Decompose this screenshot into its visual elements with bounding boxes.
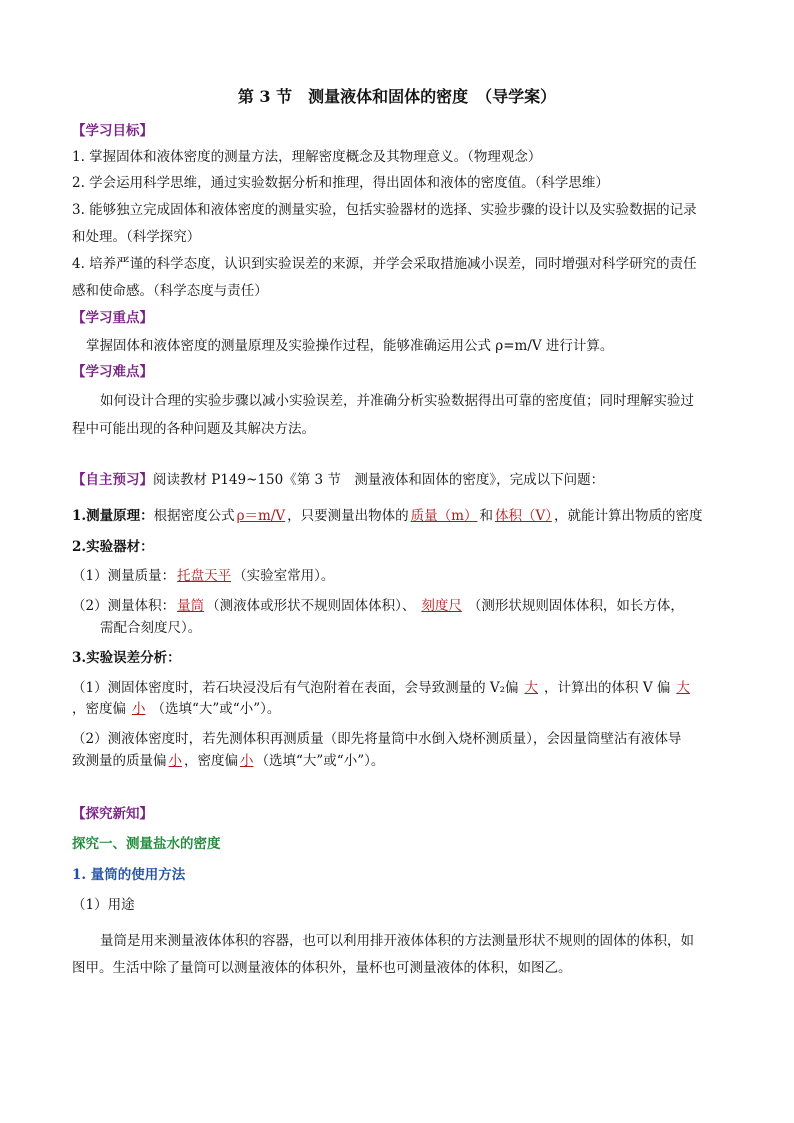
answer-ruler: 刻度尺 [421, 598, 462, 614]
difficulty-line-2: 程中可能出现的各种问题及其解决方法。 [72, 421, 315, 437]
error-1-text-2: ，计算出的体积 V 偏 [544, 680, 671, 696]
principle-label: 1.测量原理： [72, 508, 154, 524]
error-2-text-2: 致测量的质量偏 [72, 753, 167, 769]
answer-balance: 托盘天平 [177, 568, 232, 584]
goal-item-4-cont: 感和使命感。（科学态度与责任） [72, 283, 268, 299]
error-1-text-3: ，密度偏 [72, 701, 126, 717]
explore-paragraph-2: 图甲。生活中除了量筒可以测量液体的体积外，量杯也可测量液体的体积，如图乙。 [72, 960, 572, 976]
goal-item-3-cont: 和处理。（科学探究） [72, 229, 201, 245]
equipment-vol-text-2: （测液体或形状不规则固体体积）、 [206, 598, 416, 614]
answer-volume: 体积（V） [494, 508, 552, 524]
goal-item-3: 3. 能够独立完成固体和液体密度的测量实验，包括实验器材的选择、实验步骤的设计以及实验数据的记录 [72, 202, 697, 218]
error-1-cont [72, 699, 732, 719]
principle-text-4: ，就能计算出物质的密度 [553, 508, 703, 524]
error-2-cont [72, 751, 732, 771]
principle-text-3: 和 [479, 508, 493, 524]
equipment-label: 2.实验器材： [72, 539, 154, 555]
equipment-mass-text-2: （实验室常用）。 [233, 568, 335, 584]
keypoint-header: 【学习重点】 [72, 310, 153, 326]
difficulty-header: 【学习难点】 [72, 364, 153, 380]
principle-line [72, 506, 732, 526]
difficulty-line-1: 如何设计合理的实验步骤以减小实验误差，并准确分析实验数据得出可靠的密度值；同时理解实验过 [100, 393, 694, 409]
equipment-mass-text-1: （1）测量质量： [72, 568, 176, 584]
error-label: 3.实验误差分析： [72, 650, 181, 666]
goal-item-2: 2. 学会运用科学思维，通过实验数据分析和推理，得出固体和液体的密度值。（科学思维） [72, 175, 609, 191]
answer-cylinder: 量筒 [177, 598, 205, 614]
equipment-vol-cont: 需配合刻度尺）。 [100, 620, 202, 636]
error-1-text-1: （1）测固体密度时，若石块浸没后有气泡附着在表面，会导致测量的 V₂偏 [72, 680, 519, 696]
answer-v2-large: 大 [524, 680, 539, 696]
preview-intro: 阅读教材 P149~150《第 3 节 测量液体和固体的密度》，完成以下问题： [153, 472, 605, 488]
keypoint-text: 掌握固体和液体密度的测量原理及实验操作过程，能够准确运用公式 ρ=m/V 进行计算。 [86, 338, 614, 354]
explore-item-usage: （1）用途 [72, 897, 135, 913]
error-1-text-4: （选填“大”或“小”）。 [151, 701, 281, 717]
error-2-text-4: （选填“大”或“小”）。 [255, 753, 385, 769]
principle-text-2: ，只要测量出物体的 [287, 508, 409, 524]
error-1-line [72, 678, 732, 698]
goal-item-1: 1. 掌握固体和液体密度的测量方法，理解密度概念及其物理意义。（物理观念） [72, 149, 542, 165]
principle-text-1: 根据密度公式 [153, 508, 235, 524]
answer-mass: 质量（m） [410, 508, 478, 524]
answer-density-small-2: 小 [240, 753, 254, 769]
answer-formula: ρ＝m/V [236, 508, 286, 524]
error-2-line: （2）测液体密度时，若先测体积再测质量（即先将量筒中水倒入烧杯测质量），会因量筒壁沾有液体导 [72, 731, 682, 747]
preview-header: 【自主预习】 [72, 472, 153, 488]
goals-header: 【学习目标】 [72, 123, 153, 139]
answer-v-large: 大 [676, 680, 690, 696]
explore-subsection-title: 1. 量筒的使用方法 [72, 867, 186, 883]
answer-mass-small: 小 [168, 753, 182, 769]
explore-section-title: 探究一、测量盐水的密度 [72, 836, 221, 852]
explore-paragraph-1: 量筒是用来测量液体体积的容器，也可以利用排开液体体积的方法测量形状不规则的固体的体积，如 [100, 933, 694, 949]
goal-item-4: 4. 培养严谨的科学态度，认识到实验误差的来源，并学会采取措施减小误差，同时增强对科学研究的责任 [72, 256, 697, 272]
equipment-mass-line [72, 566, 732, 586]
equipment-vol-text-1: （2）测量体积： [72, 598, 176, 614]
explore-header: 【探究新知】 [72, 806, 153, 822]
equipment-vol-text-3: （测形状规则固体体积，如长方体， [467, 598, 684, 614]
error-2-text-3: ，密度偏 [184, 753, 238, 769]
preview-intro-line [72, 470, 732, 490]
equipment-volume-line [72, 596, 732, 616]
answer-density-small-1: 小 [132, 701, 146, 717]
page-title: 第 3 节 测量液体和固体的密度 （导学案） [237, 87, 557, 106]
